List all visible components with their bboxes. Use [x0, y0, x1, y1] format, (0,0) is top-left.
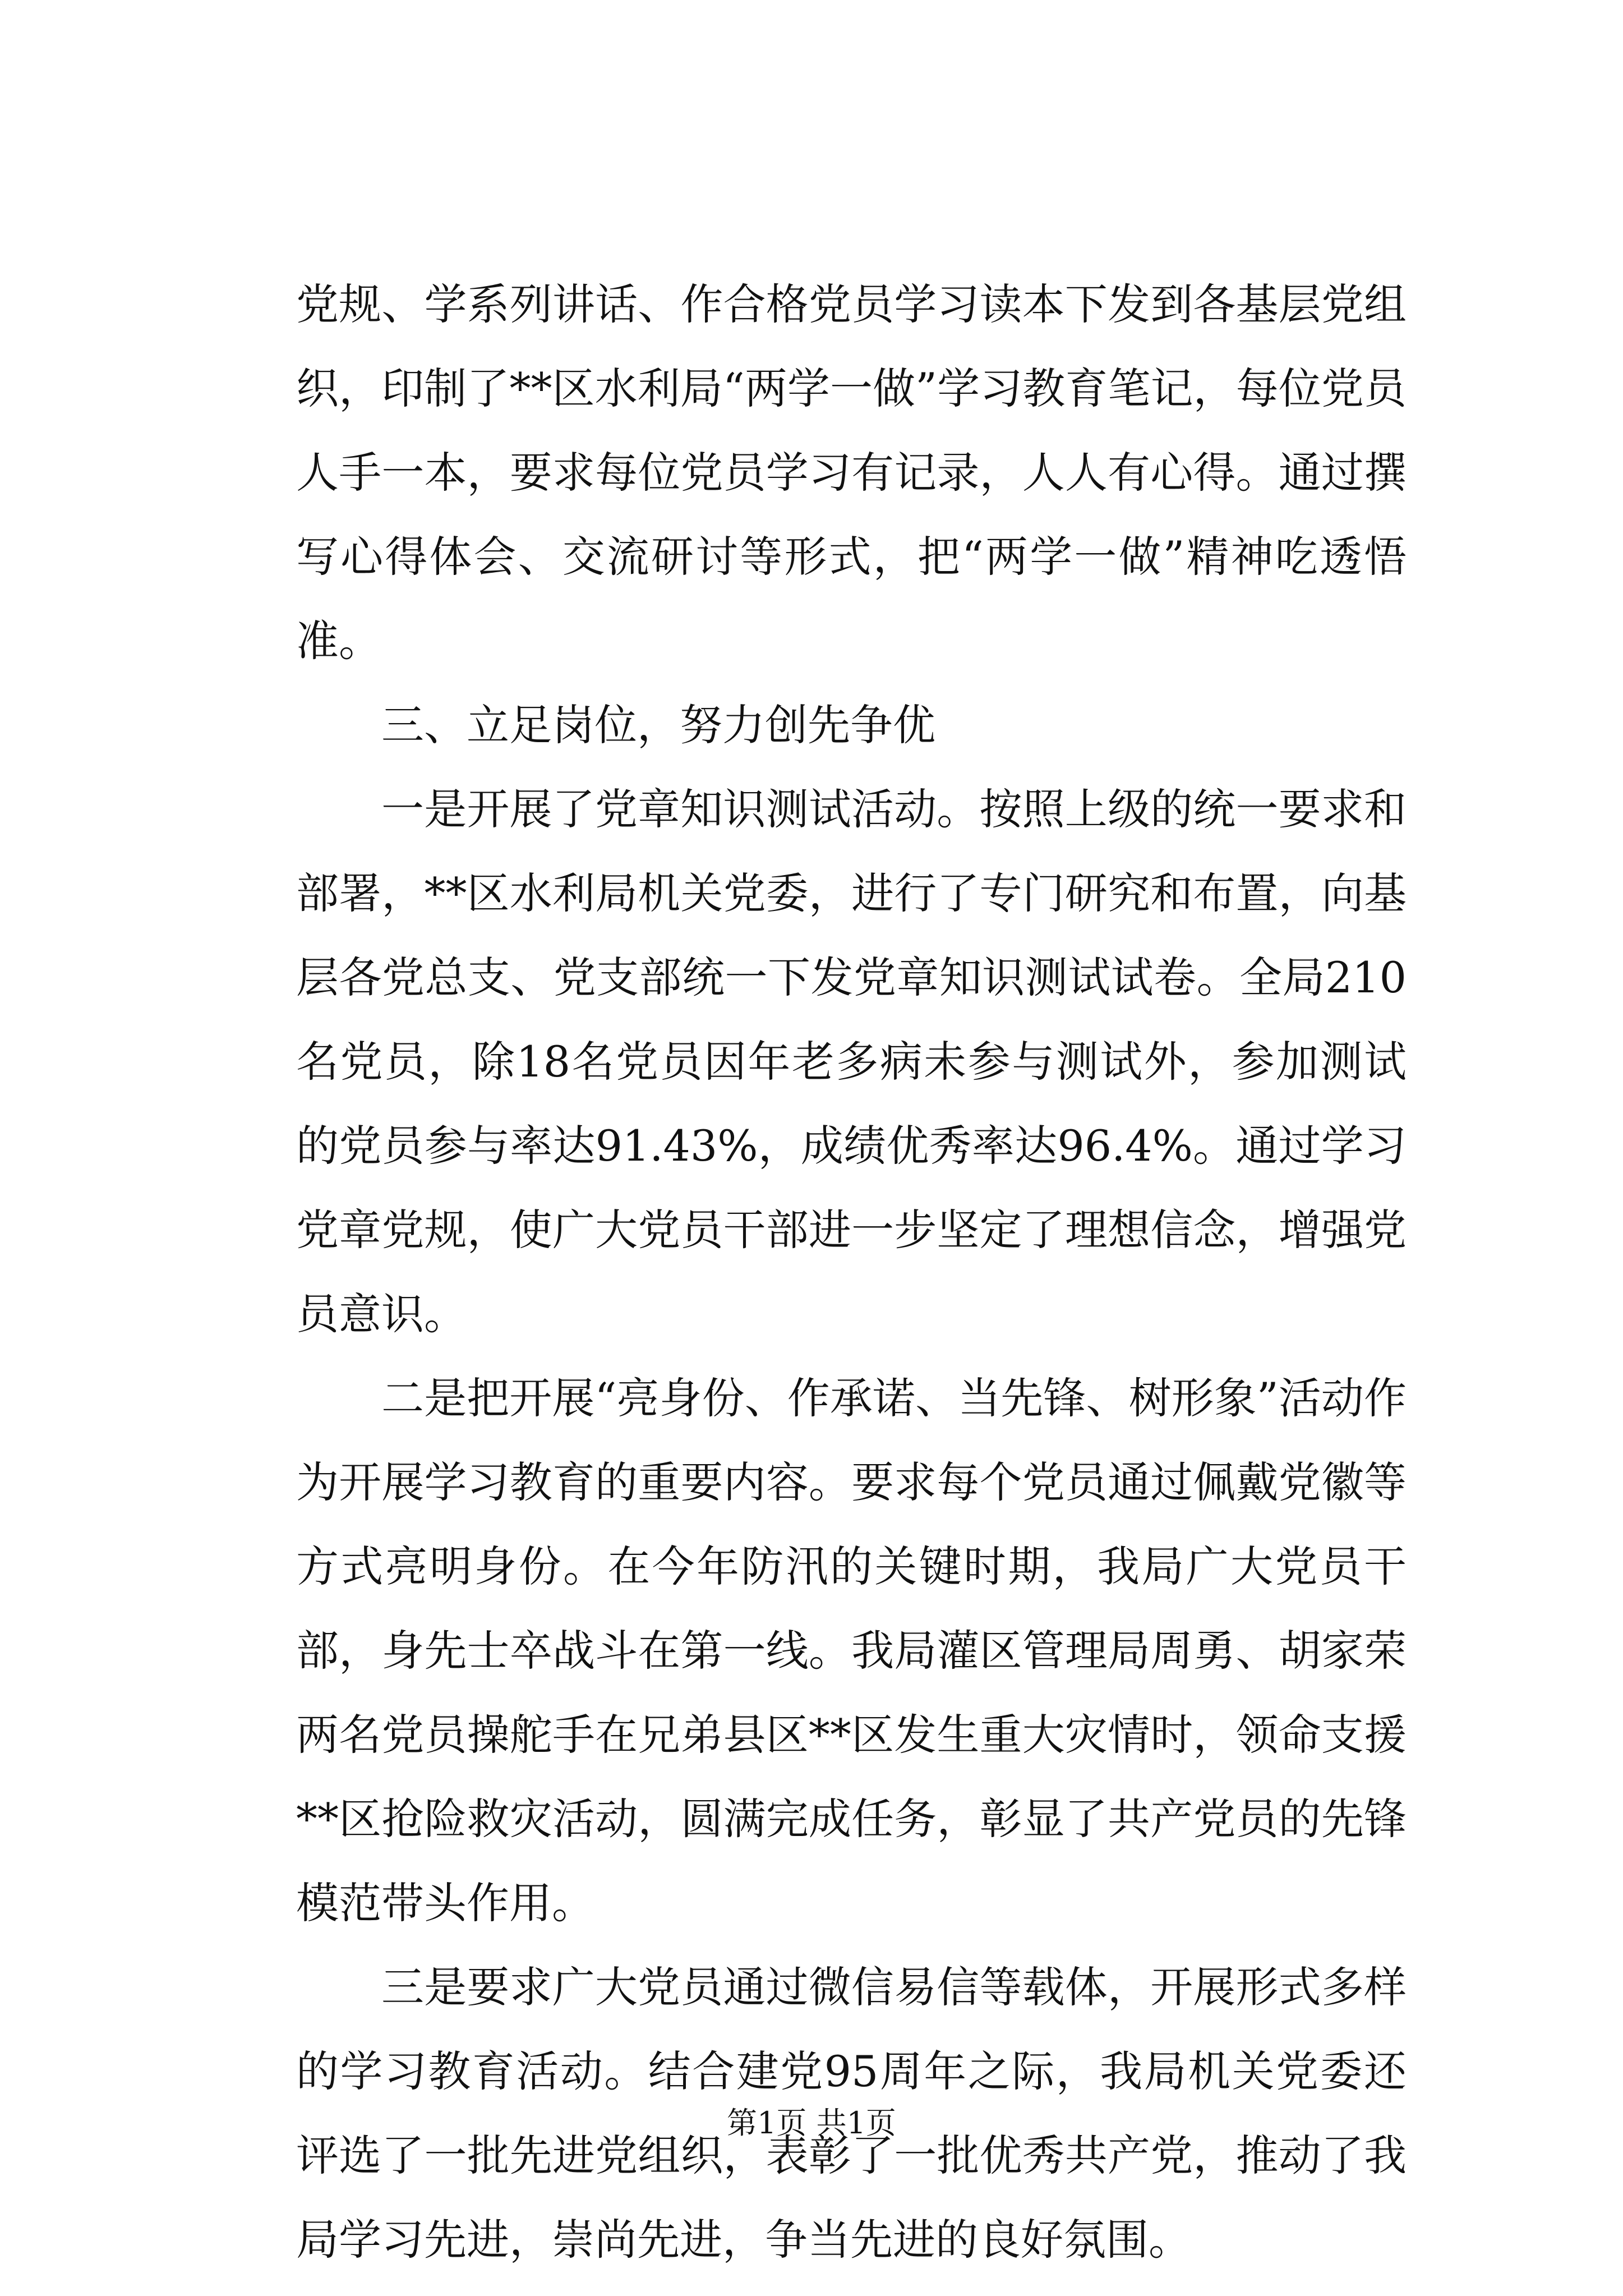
document-body [296, 263, 1407, 2282]
section-heading: 三、立足岗位，努力创先争优 [381, 700, 935, 750]
paragraph-point-three: 三是要求广大党员通过微信易信等载体，开展形式多样的学习教育活动。结合建党95周年之际，我局机关党委还评选了一批先进党组织，表彰了一批优秀共产党，推动了我局学习先进，崇尚先进，争当先进的良好氛围。 [296, 1962, 1407, 2265]
paragraph-point-two: 二是把开展“亮身份、作承诺、当先锋、树形象”活动作为开展学习教育的重要内容。要求每个党员通过佩戴党徽等方式亮明身份。在今年防汛的关键时期，我局广大党员干部，身先士卒战斗在第一线。我局灌区管理局周勇、胡家荣两名党员操舵手在兄弟县区**区发生重大灾情时，领命支援**区抢险救灾活动，圆满完成任务，彰显了共产党员的先锋模范带头作用。 [296, 1373, 1407, 1928]
paragraph-point-one: 一是开展了党章知识测试活动。按照上级的统一要求和部署，**区水利局机关党委，进行了专门研究和布置，向基层各党总支、党支部统一下发党章知识测试试卷。全局210名党员，除18名党员因年老多病未参与测试外，参加测试的党员参与率达91.43%，成绩优秀率达96.4%。通过学习党章党规，使广大党员干部进一步坚定了理想信念，增强党员意识。 [296, 784, 1407, 1339]
paragraph-continued: 党规、学系列讲话、作合格党员学习读本下发到各基层党组织，印制了**区水利局“两学一做”学习教育笔记，每位党员人手一本，要求每位党员学习有记录，人人有心得。通过撰写心得体会、交流研讨等形式，把“两学一做”精神吃透悟准。 [296, 279, 1407, 666]
page-footer: 第1页 共1页 [727, 2105, 896, 2141]
